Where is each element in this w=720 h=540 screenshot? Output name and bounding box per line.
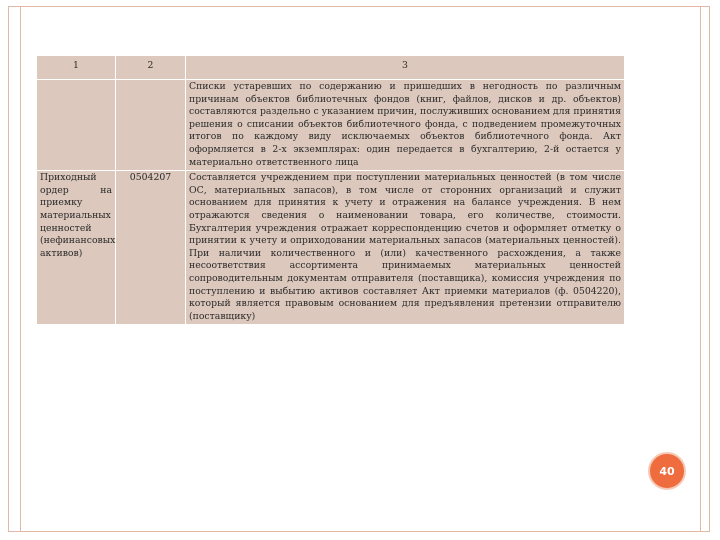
- row1-document-name: [37, 80, 116, 171]
- row1-description: Списки устаревших по содержанию и пришедших в негодность по различным причинам объектов библиотечных фондов (книг, файлов, дисков и др. объектов) составляются раздельно с указанием причин, послуживших основанием для принятия решения о списании объектов библиотечного фонда, с подведением промежуточных итогов по каждому виду исключаемых объектов библиотечного фонда. Акт оформляется в 2-х экземплярах: один передается в бухгалтерию, 2-й остается у материально ответственного лица: [186, 80, 625, 171]
- row2-description: Составляется учреждением при поступлении материальных ценностей (в том числе ОС, материальных запасов), в том числе от сторонних организаций и служит основанием для принятия к учету и отражения на балансе учреждения. В нем отражаются сведения о наименовании товара, его количестве, стоимости. Бухгалтерия учреждения отражает корреспонденцию счетов и оформляет отметку о принятии к учету и оприходовании материальных запасов (материальных ценностей). При наличии количественного и (или) качественного расхождения, а также несоответствия ассортимента принимаемых материальных ценностей сопроводительным документам отправителя (поставщика), комиссия учреждения по поступлению и выбытию активов составляет Акт приемки материалов (ф. 0504220), который является правовым основанием для предъявления претензии отправителю (поставщику): [186, 171, 625, 325]
- row2-document-name: Приходный ордер на приемку материальных ценностей (нефинансовых активов): [37, 171, 116, 325]
- document-table: [36, 55, 625, 325]
- frame-left-rule: [20, 6, 21, 532]
- header-cell-3: 3: [186, 56, 625, 80]
- row1-form-code: [116, 80, 186, 171]
- table-row: [37, 80, 625, 171]
- page-number-badge: 40: [648, 452, 686, 490]
- frame-right-rule: [700, 6, 701, 532]
- header-cell-2: 2: [116, 56, 186, 80]
- header-cell-1: 1: [37, 56, 116, 80]
- table-row: [37, 171, 625, 325]
- row2-form-code: 0504207: [116, 171, 186, 325]
- table-header-row: [37, 56, 625, 80]
